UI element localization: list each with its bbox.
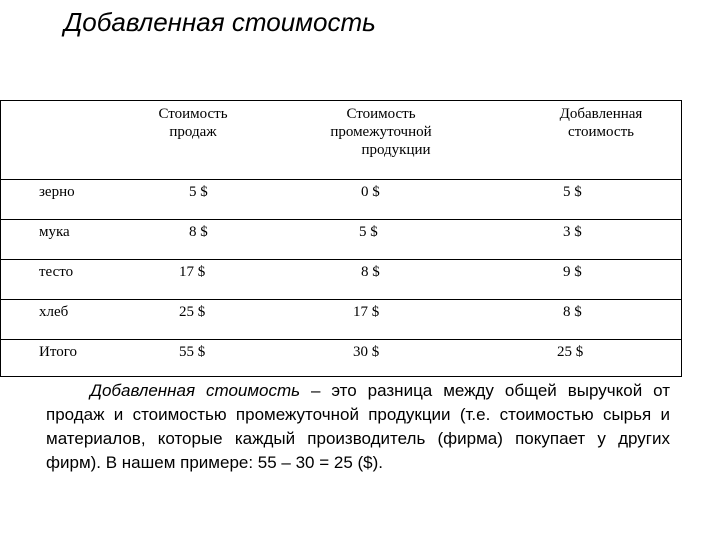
intermediate-value: 30 $ — [353, 344, 380, 360]
sales-value: 25 $ — [179, 304, 206, 320]
row-label: тесто — [39, 264, 74, 280]
row-divider — [1, 299, 681, 300]
value-added-value: 25 $ — [557, 344, 584, 360]
header-intermediate-line: Стоимость — [346, 106, 416, 122]
page-title: Добавленная стоимость — [64, 7, 376, 37]
header-intermediate-line: продукции — [361, 142, 431, 158]
intermediate-value: 0 $ — [361, 184, 380, 200]
header-intermediate-line: промежуточной — [330, 124, 432, 140]
definition-term: Добавленная стоимость — [90, 381, 301, 400]
intermediate-value: 5 $ — [359, 224, 378, 240]
value-added-table — [0, 100, 682, 377]
row-divider — [1, 219, 681, 220]
header-value-added — [541, 105, 661, 141]
row-divider — [1, 259, 681, 260]
sales-value: 17 $ — [179, 264, 206, 280]
value-added-value: 5 $ — [563, 184, 582, 200]
value-added-value: 8 $ — [563, 304, 582, 320]
row-divider — [1, 179, 681, 180]
value-added-value: 3 $ — [563, 224, 582, 240]
header-intermediate — [301, 105, 461, 159]
header-sales — [133, 105, 253, 141]
intermediate-value: 8 $ — [361, 264, 380, 280]
intermediate-value: 17 $ — [353, 304, 380, 320]
header-value-added-line: стоимость — [568, 124, 634, 140]
header-sales-line: Стоимость — [158, 106, 228, 122]
header-value-added-line: Добавленная — [559, 106, 643, 122]
sales-value: 5 $ — [189, 184, 208, 200]
definition-paragraph — [46, 379, 670, 475]
row-label: зерно — [39, 184, 75, 200]
sales-value: 8 $ — [189, 224, 208, 240]
row-label: хлеб — [39, 304, 69, 320]
row-label: Итого — [39, 344, 77, 360]
row-divider — [1, 339, 681, 340]
sales-value: 55 $ — [179, 344, 206, 360]
definition-text: – это разница между общей выручкой от продаж и стоимостью промежуточной продукции (т.е. стоимостью сырья и материалов, которые каждый производитель (фирма) покупает у других фирм). В нашем примере: 55 – 30 = 25 ($). — [46, 381, 670, 472]
row-label: мука — [39, 224, 70, 240]
value-added-value: 9 $ — [563, 264, 582, 280]
header-sales-line: продаж — [169, 124, 217, 140]
